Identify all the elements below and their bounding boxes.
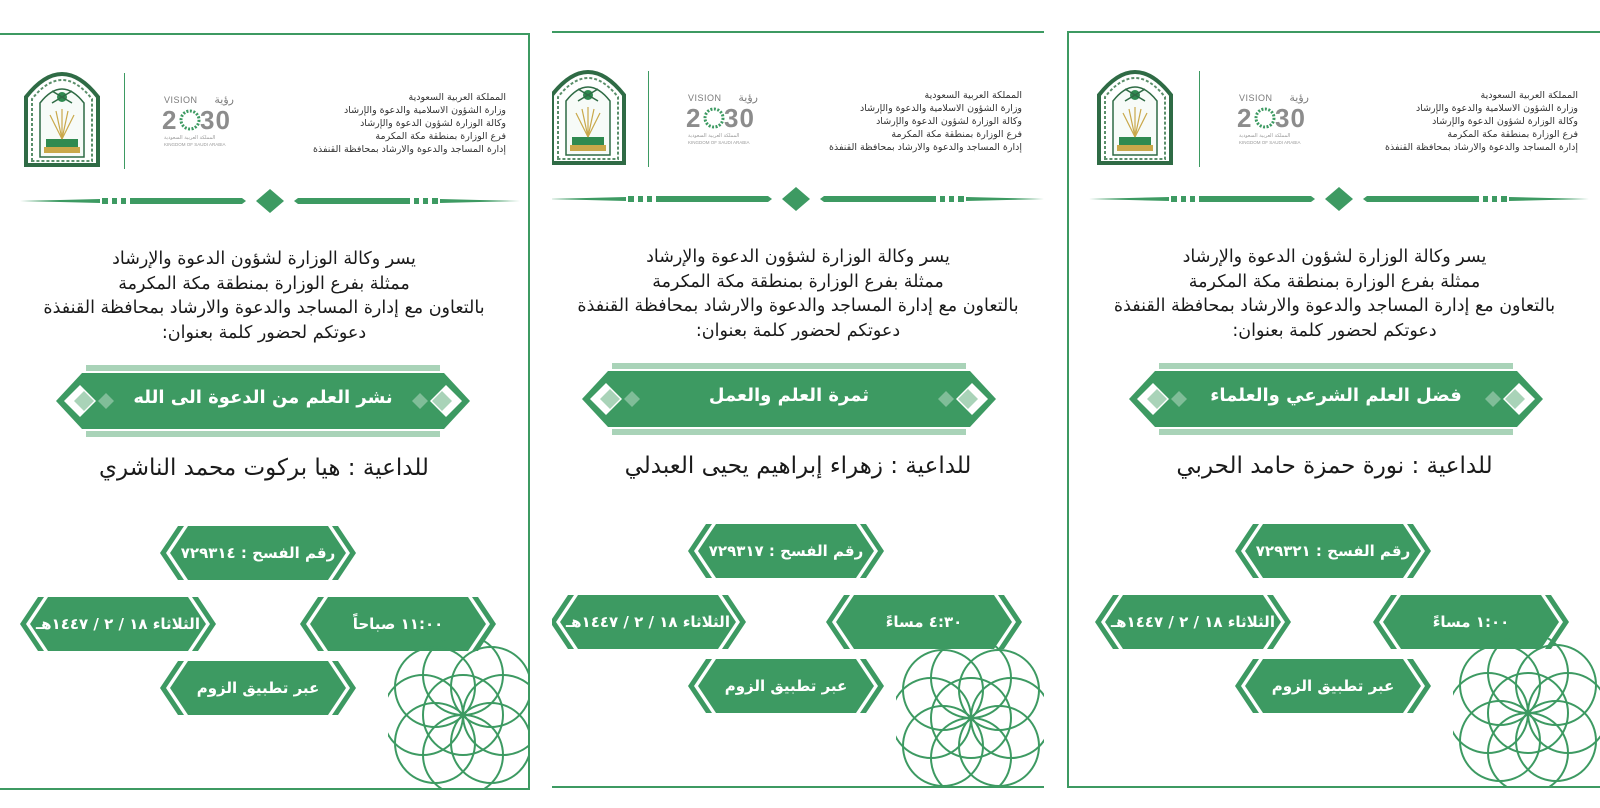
- intro-text: يسر وكالة الوزارة لشؤون الدعوة والإرشاد ممثلة بفرع الوزارة بمنطقة مكة المكرمة بالتعاون مع إدارة المساجد والدعوة والارشاد بمحافظة القنفذة دعوتكم لحضور كلمة بعنوان:: [43, 249, 485, 343]
- speaker-prefix: للداعية :: [890, 453, 972, 479]
- lecture-date: الثلاثاء ١٨ / ٢ / ١٤٤٧هـ: [566, 613, 730, 631]
- islamic-pattern-decoration: [1453, 638, 1600, 788]
- lecture-platform: عبر تطبيق الزوم: [196, 679, 320, 697]
- room-number: رقم الفسح : ٧٢٩٣٢١: [1255, 542, 1411, 560]
- lecture-title: ثمرة العلم والعمل: [708, 385, 870, 406]
- speaker-prefix: للداعية :: [1411, 453, 1493, 479]
- room-number: رقم الفسح : ٧٢٩٣١٤: [180, 544, 336, 562]
- ministry-header-text: المملكة العربية السعودية وزارة الشؤون الاسلامية والدعوة والإرشاد وكالة الوزارة لشؤون الدعوة والإرشاد فرع الوزارة بمنطقة مكة المكرمة إدارة المساجد والدعوة والارشاد بمحافظة القنفذة: [829, 90, 1022, 153]
- ministry-header-text: المملكة العربية السعودية وزارة الشؤون الاسلامية والدعوة والإرشاد وكالة الوزارة لشؤون الدعوة والإرشاد فرع الوزارة بمنطقة مكة المكرمة إدارة المساجد والدعوة والارشاد بمحافظة القنفذة: [1385, 90, 1578, 153]
- header-separator: [648, 71, 649, 167]
- intro-text: يسر وكالة الوزارة لشؤون الدعوة والإرشاد ممثلة بفرع الوزارة بمنطقة مكة المكرمة بالتعاون مع إدارة المساجد والدعوة والارشاد بمحافظة القنفذة دعوتكم لحضور كلمة بعنوان:: [1113, 247, 1556, 341]
- ministry-emblem-logo: [20, 57, 104, 167]
- ministry-emblem-logo: [1093, 55, 1177, 165]
- lecture-title: نشر العلم من الدعوة الى الله: [133, 387, 393, 408]
- header-separator: [1199, 71, 1200, 167]
- vision-2030-logo: [162, 89, 238, 149]
- ornamental-divider: [20, 186, 520, 216]
- vision-2030-logo: [686, 87, 762, 147]
- lecture-time: ١:٠٠ مساءً: [1432, 613, 1510, 631]
- speaker-name: نورة حمزة حامد الحربي: [1176, 453, 1405, 479]
- ministry-emblem-logo: [552, 55, 630, 165]
- lecture-platform: عبر تطبيق الزوم: [724, 677, 848, 695]
- lecture-time: ١١:٠٠ صباحاً: [352, 615, 444, 633]
- islamic-pattern-decoration: [896, 643, 1044, 788]
- invitation-card-1: [0, 33, 530, 790]
- lecture-time: ٤:٣٠ مساءً: [885, 613, 963, 631]
- lecture-date: الثلاثاء ١٨ / ٢ / ١٤٤٧هـ: [1111, 613, 1275, 631]
- speaker-name: هيا بركوت محمد الناشري: [99, 455, 341, 481]
- speaker-line: [552, 453, 1044, 479]
- header-separator: [124, 73, 125, 169]
- vision-2030-logo: [1237, 87, 1313, 147]
- speaker-line: [10, 455, 518, 481]
- lecture-title: فضل العلم الشرعي والعلماء: [1210, 385, 1462, 406]
- lecture-platform: عبر تطبيق الزوم: [1271, 677, 1395, 695]
- intro-text: يسر وكالة الوزارة لشؤون الدعوة والإرشاد ممثلة بفرع الوزارة بمنطقة مكة المكرمة بالتعاون مع إدارة المساجد والدعوة والارشاد بمحافظة القنفذة دعوتكم لحضور كلمة بعنوان:: [577, 247, 1019, 341]
- invitation-card-3: [1067, 31, 1600, 788]
- speaker-line: [1079, 453, 1590, 479]
- room-number: رقم الفسح : ٧٢٩٣١٧: [708, 542, 864, 560]
- lecture-date: الثلاثاء ١٨ / ٢ / ١٤٤٧هـ: [36, 615, 200, 633]
- speaker-name: زهراء إبراهيم يحيى العبدلي: [624, 453, 883, 479]
- ornamental-divider: [1089, 184, 1589, 214]
- islamic-pattern-decoration: [388, 640, 530, 790]
- ministry-header-text: المملكة العربية السعودية وزارة الشؤون الاسلامية والدعوة والإرشاد وكالة الوزارة لشؤون الدعوة والإرشاد فرع الوزارة بمنطقة مكة المكرمة إدارة المساجد والدعوة والارشاد بمحافظة القنفذة: [313, 92, 506, 155]
- speaker-prefix: للداعية :: [347, 455, 429, 481]
- ornamental-divider: [552, 184, 1044, 214]
- invitation-card-2: [552, 31, 1044, 788]
